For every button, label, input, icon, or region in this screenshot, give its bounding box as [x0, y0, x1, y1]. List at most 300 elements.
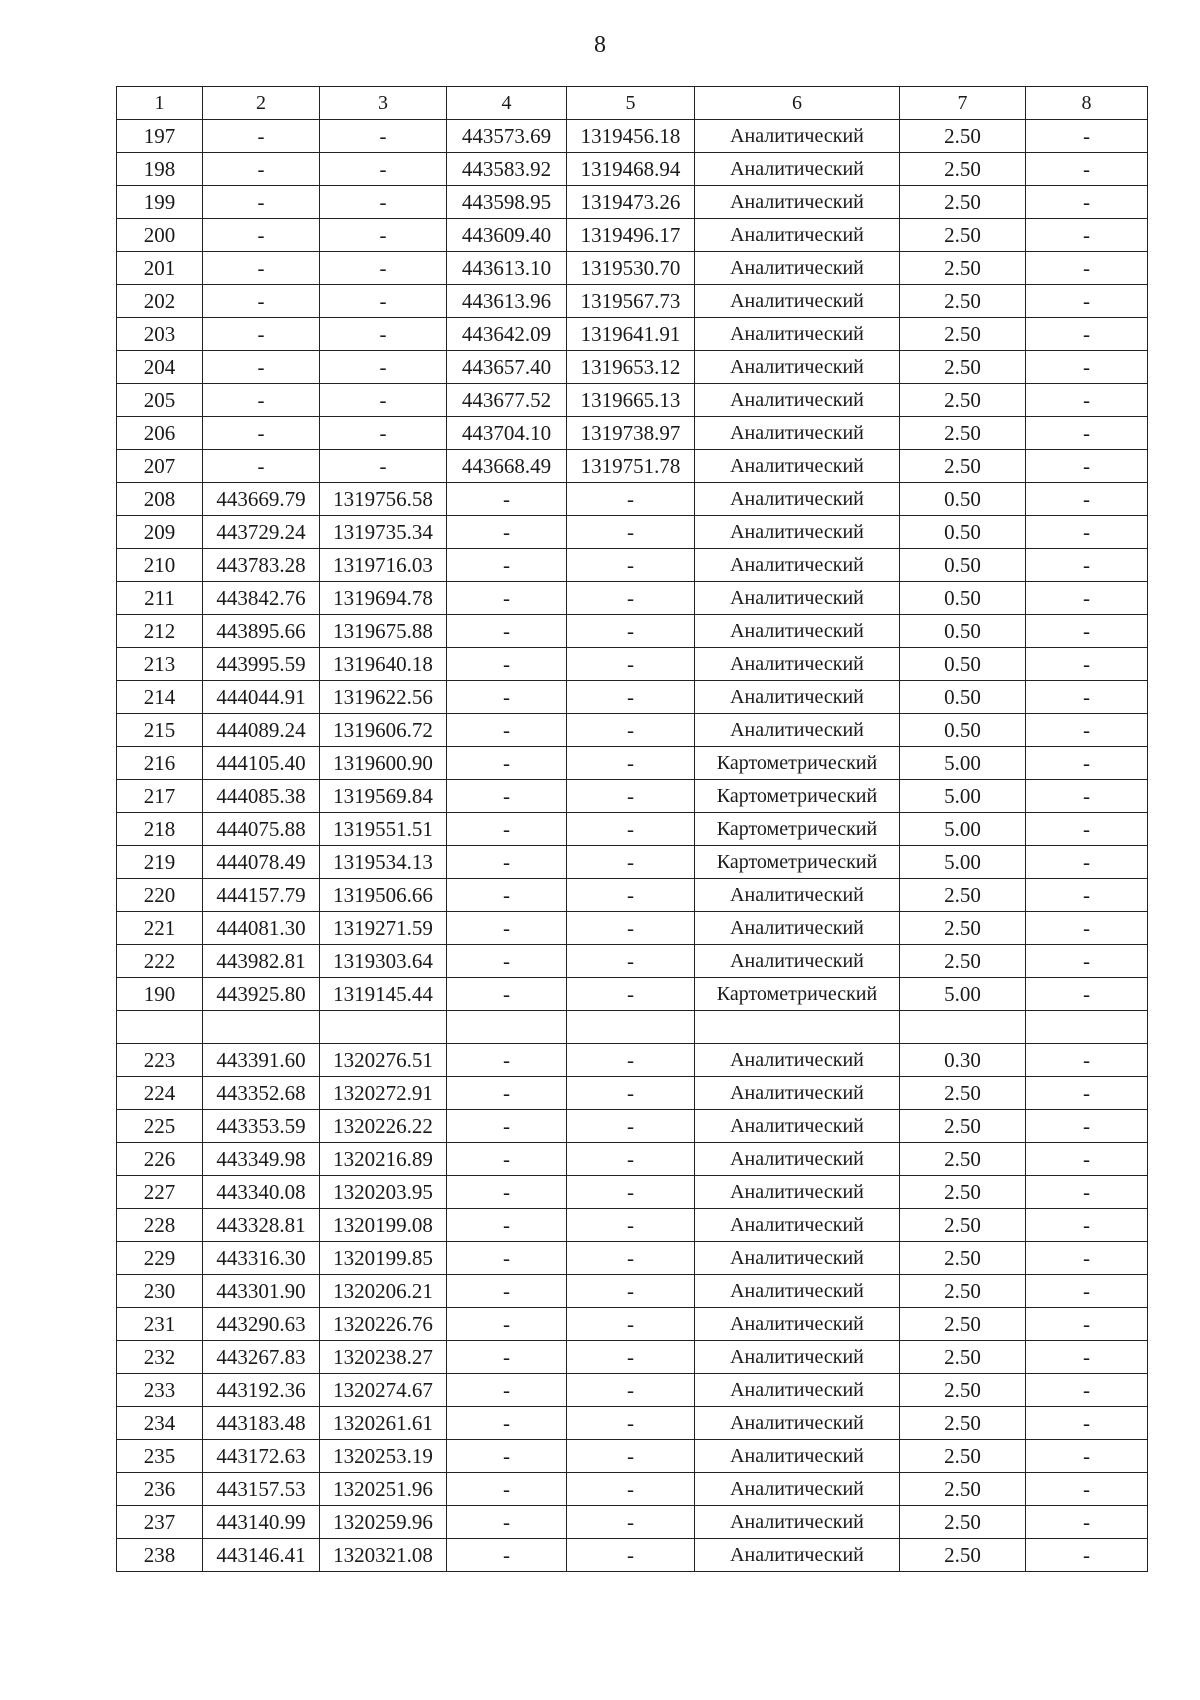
y-alt-coordinate-cell: - [567, 747, 695, 780]
y-alt-coordinate-cell: - [567, 945, 695, 978]
x-coordinate-cell: - [203, 120, 320, 153]
x-coordinate-cell: 443157.53 [203, 1473, 320, 1506]
note-cell: - [1026, 1242, 1148, 1275]
method-cell: Аналитический [695, 252, 900, 285]
y-alt-coordinate-cell: - [567, 582, 695, 615]
note-cell: - [1026, 1275, 1148, 1308]
point-number-cell: 226 [117, 1143, 203, 1176]
y-coordinate-cell: - [320, 417, 447, 450]
method-cell: Аналитический [695, 450, 900, 483]
x-alt-coordinate-cell: - [447, 879, 567, 912]
method-cell: Аналитический [695, 1176, 900, 1209]
x-coordinate-cell: - [203, 186, 320, 219]
y-alt-coordinate-cell: - [567, 879, 695, 912]
y-alt-coordinate-cell: - [567, 681, 695, 714]
note-cell: - [1026, 945, 1148, 978]
x-coordinate-cell: - [203, 351, 320, 384]
x-alt-coordinate-cell: - [447, 1275, 567, 1308]
x-alt-coordinate-cell: - [447, 516, 567, 549]
x-alt-coordinate-cell: - [447, 1176, 567, 1209]
y-coordinate-cell: 1319675.88 [320, 615, 447, 648]
y-alt-coordinate-cell: 1319456.18 [567, 120, 695, 153]
point-number-cell: 200 [117, 219, 203, 252]
x-alt-coordinate-cell: - [447, 1077, 567, 1110]
note-cell: - [1026, 1143, 1148, 1176]
point-number-cell: 204 [117, 351, 203, 384]
method-cell: Аналитический [695, 1143, 900, 1176]
y-alt-coordinate-cell: - [567, 1242, 695, 1275]
x-alt-coordinate-cell [447, 1011, 567, 1044]
point-number-cell [117, 1011, 203, 1044]
note-cell: - [1026, 1110, 1148, 1143]
x-coordinate-cell: 443669.79 [203, 483, 320, 516]
table-row [117, 1473, 1148, 1506]
y-coordinate-cell: - [320, 351, 447, 384]
precision-cell: 0.30 [900, 1044, 1026, 1077]
table-row [117, 450, 1148, 483]
method-cell: Картометрический [695, 780, 900, 813]
note-cell: - [1026, 1176, 1148, 1209]
y-alt-coordinate-cell: 1319738.97 [567, 417, 695, 450]
point-number-cell: 199 [117, 186, 203, 219]
precision-cell: 2.50 [900, 1341, 1026, 1374]
table-row [117, 285, 1148, 318]
x-coordinate-cell [203, 1011, 320, 1044]
point-number-cell: 217 [117, 780, 203, 813]
point-number-cell: 209 [117, 516, 203, 549]
precision-cell: 2.50 [900, 1308, 1026, 1341]
point-number-cell: 220 [117, 879, 203, 912]
method-cell: Аналитический [695, 1077, 900, 1110]
y-coordinate-cell: 1320238.27 [320, 1341, 447, 1374]
point-number-cell: 233 [117, 1374, 203, 1407]
note-cell: - [1026, 1077, 1148, 1110]
method-cell: Аналитический [695, 1473, 900, 1506]
x-coordinate-cell: - [203, 252, 320, 285]
x-coordinate-cell: - [203, 285, 320, 318]
point-number-cell: 236 [117, 1473, 203, 1506]
x-alt-coordinate-cell: 443677.52 [447, 384, 567, 417]
y-coordinate-cell: 1319569.84 [320, 780, 447, 813]
note-cell: - [1026, 615, 1148, 648]
y-coordinate-cell: - [320, 186, 447, 219]
method-cell: Аналитический [695, 1044, 900, 1077]
point-number-cell: 224 [117, 1077, 203, 1110]
x-alt-coordinate-cell: 443573.69 [447, 120, 567, 153]
x-coordinate-cell: 444157.79 [203, 879, 320, 912]
x-coordinate-cell: 443316.30 [203, 1242, 320, 1275]
note-cell: - [1026, 384, 1148, 417]
note-cell: - [1026, 120, 1148, 153]
point-number-cell: 230 [117, 1275, 203, 1308]
y-coordinate-cell: 1320274.67 [320, 1374, 447, 1407]
method-cell: Аналитический [695, 318, 900, 351]
precision-cell: 5.00 [900, 978, 1026, 1011]
x-coordinate-cell: 443192.36 [203, 1374, 320, 1407]
y-coordinate-cell: 1320226.22 [320, 1110, 447, 1143]
x-coordinate-cell: 444044.91 [203, 681, 320, 714]
note-cell: - [1026, 285, 1148, 318]
method-cell [695, 1011, 900, 1044]
table-row [117, 879, 1148, 912]
header-cell: 3 [320, 87, 447, 120]
precision-cell: 2.50 [900, 318, 1026, 351]
point-number-cell: 207 [117, 450, 203, 483]
y-coordinate-cell: 1320261.61 [320, 1407, 447, 1440]
method-cell: Аналитический [695, 681, 900, 714]
x-alt-coordinate-cell: - [447, 1308, 567, 1341]
x-alt-coordinate-cell: - [447, 1242, 567, 1275]
header-cell: 1 [117, 87, 203, 120]
table-row [117, 1077, 1148, 1110]
precision-cell: 2.50 [900, 120, 1026, 153]
x-alt-coordinate-cell: - [447, 1374, 567, 1407]
table-body [117, 120, 1148, 1572]
table-row [117, 516, 1148, 549]
table-row [117, 648, 1148, 681]
y-coordinate-cell: 1320199.85 [320, 1242, 447, 1275]
note-cell [1026, 1011, 1148, 1044]
y-coordinate-cell: 1319735.34 [320, 516, 447, 549]
precision-cell: 0.50 [900, 516, 1026, 549]
precision-cell: 2.50 [900, 417, 1026, 450]
x-alt-coordinate-cell: 443583.92 [447, 153, 567, 186]
point-number-cell: 225 [117, 1110, 203, 1143]
y-alt-coordinate-cell: 1319567.73 [567, 285, 695, 318]
y-alt-coordinate-cell: 1319751.78 [567, 450, 695, 483]
point-number-cell: 218 [117, 813, 203, 846]
note-cell: - [1026, 1209, 1148, 1242]
x-alt-coordinate-cell: - [447, 747, 567, 780]
table-row [117, 1407, 1148, 1440]
x-coordinate-cell: 444081.30 [203, 912, 320, 945]
y-coordinate-cell: 1319303.64 [320, 945, 447, 978]
y-coordinate-cell: 1320321.08 [320, 1539, 447, 1572]
table-row [117, 186, 1148, 219]
precision-cell: 2.50 [900, 1374, 1026, 1407]
y-alt-coordinate-cell: 1319468.94 [567, 153, 695, 186]
x-coordinate-cell: 443925.80 [203, 978, 320, 1011]
precision-cell: 0.50 [900, 714, 1026, 747]
precision-cell: 2.50 [900, 285, 1026, 318]
y-alt-coordinate-cell: - [567, 1539, 695, 1572]
method-cell: Аналитический [695, 219, 900, 252]
x-alt-coordinate-cell: 443613.96 [447, 285, 567, 318]
point-number-cell: 208 [117, 483, 203, 516]
point-number-cell: 197 [117, 120, 203, 153]
y-coordinate-cell: 1319622.56 [320, 681, 447, 714]
precision-cell: 2.50 [900, 1143, 1026, 1176]
coordinates-table [116, 86, 1148, 1572]
x-alt-coordinate-cell: - [447, 978, 567, 1011]
y-coordinate-cell: 1319600.90 [320, 747, 447, 780]
table-row [117, 219, 1148, 252]
note-cell: - [1026, 681, 1148, 714]
y-coordinate-cell: - [320, 252, 447, 285]
y-alt-coordinate-cell: 1319473.26 [567, 186, 695, 219]
x-coordinate-cell: 444078.49 [203, 846, 320, 879]
table-row [117, 813, 1148, 846]
method-cell: Аналитический [695, 417, 900, 450]
header-cell: 7 [900, 87, 1026, 120]
precision-cell: 2.50 [900, 450, 1026, 483]
point-number-cell: 198 [117, 153, 203, 186]
table-row [117, 615, 1148, 648]
x-alt-coordinate-cell: 443609.40 [447, 219, 567, 252]
note-cell: - [1026, 450, 1148, 483]
precision-cell: 2.50 [900, 912, 1026, 945]
table-row [117, 945, 1148, 978]
x-alt-coordinate-cell: - [447, 1407, 567, 1440]
point-number-cell: 219 [117, 846, 203, 879]
x-alt-coordinate-cell: - [447, 780, 567, 813]
y-alt-coordinate-cell: - [567, 648, 695, 681]
x-alt-coordinate-cell: - [447, 483, 567, 516]
x-alt-coordinate-cell: - [447, 615, 567, 648]
point-number-cell: 231 [117, 1308, 203, 1341]
table-row [117, 681, 1148, 714]
note-cell: - [1026, 252, 1148, 285]
precision-cell: 2.50 [900, 1209, 1026, 1242]
x-alt-coordinate-cell: - [447, 1473, 567, 1506]
method-cell: Аналитический [695, 351, 900, 384]
precision-cell: 2.50 [900, 1110, 1026, 1143]
method-cell: Аналитический [695, 1209, 900, 1242]
y-alt-coordinate-cell: 1319530.70 [567, 252, 695, 285]
precision-cell: 5.00 [900, 813, 1026, 846]
method-cell: Аналитический [695, 1242, 900, 1275]
table-row [117, 483, 1148, 516]
point-number-cell: 223 [117, 1044, 203, 1077]
y-alt-coordinate-cell: - [567, 1209, 695, 1242]
note-cell: - [1026, 219, 1148, 252]
x-alt-coordinate-cell: - [447, 1110, 567, 1143]
method-cell: Аналитический [695, 879, 900, 912]
method-cell: Аналитический [695, 549, 900, 582]
note-cell: - [1026, 912, 1148, 945]
precision-cell: 0.50 [900, 648, 1026, 681]
table-row [117, 1539, 1148, 1572]
table-row [117, 1011, 1148, 1044]
table-row [117, 153, 1148, 186]
y-coordinate-cell: 1320226.76 [320, 1308, 447, 1341]
point-number-cell: 212 [117, 615, 203, 648]
y-alt-coordinate-cell: - [567, 615, 695, 648]
x-alt-coordinate-cell: - [447, 1143, 567, 1176]
y-alt-coordinate-cell: - [567, 1308, 695, 1341]
point-number-cell: 211 [117, 582, 203, 615]
x-alt-coordinate-cell: - [447, 1539, 567, 1572]
precision-cell: 2.50 [900, 1242, 1026, 1275]
precision-cell: 5.00 [900, 747, 1026, 780]
precision-cell: 2.50 [900, 1506, 1026, 1539]
method-cell: Картометрический [695, 747, 900, 780]
note-cell: - [1026, 318, 1148, 351]
y-coordinate-cell: 1320206.21 [320, 1275, 447, 1308]
precision-cell: 2.50 [900, 153, 1026, 186]
precision-cell: 2.50 [900, 1077, 1026, 1110]
method-cell: Аналитический [695, 1539, 900, 1572]
note-cell: - [1026, 186, 1148, 219]
table-row [117, 120, 1148, 153]
note-cell: - [1026, 846, 1148, 879]
y-alt-coordinate-cell: - [567, 846, 695, 879]
table-row [117, 582, 1148, 615]
precision-cell: 2.50 [900, 1539, 1026, 1572]
precision-cell: 2.50 [900, 186, 1026, 219]
note-cell: - [1026, 648, 1148, 681]
y-coordinate-cell: 1319694.78 [320, 582, 447, 615]
table-row [117, 1044, 1148, 1077]
point-number-cell: 203 [117, 318, 203, 351]
x-alt-coordinate-cell: - [447, 549, 567, 582]
x-coordinate-cell: 443146.41 [203, 1539, 320, 1572]
y-coordinate-cell [320, 1011, 447, 1044]
precision-cell: 2.50 [900, 252, 1026, 285]
y-alt-coordinate-cell: - [567, 1440, 695, 1473]
note-cell: - [1026, 1341, 1148, 1374]
method-cell: Аналитический [695, 582, 900, 615]
x-alt-coordinate-cell: - [447, 1209, 567, 1242]
y-coordinate-cell: 1320253.19 [320, 1440, 447, 1473]
x-coordinate-cell: - [203, 417, 320, 450]
x-alt-coordinate-cell: - [447, 846, 567, 879]
x-coordinate-cell: 444085.38 [203, 780, 320, 813]
y-alt-coordinate-cell: 1319665.13 [567, 384, 695, 417]
x-alt-coordinate-cell: - [447, 681, 567, 714]
header-cell: 6 [695, 87, 900, 120]
x-coordinate-cell: 443290.63 [203, 1308, 320, 1341]
note-cell: - [1026, 1473, 1148, 1506]
y-coordinate-cell: 1319606.72 [320, 714, 447, 747]
y-alt-coordinate-cell: - [567, 1506, 695, 1539]
point-number-cell: 214 [117, 681, 203, 714]
point-number-cell: 205 [117, 384, 203, 417]
note-cell: - [1026, 714, 1148, 747]
x-coordinate-cell: - [203, 450, 320, 483]
x-alt-coordinate-cell: 443613.10 [447, 252, 567, 285]
x-coordinate-cell: 444075.88 [203, 813, 320, 846]
note-cell: - [1026, 549, 1148, 582]
y-alt-coordinate-cell: 1319496.17 [567, 219, 695, 252]
x-alt-coordinate-cell: - [447, 1044, 567, 1077]
method-cell: Картометрический [695, 813, 900, 846]
precision-cell: 0.50 [900, 483, 1026, 516]
x-coordinate-cell: - [203, 219, 320, 252]
note-cell: - [1026, 483, 1148, 516]
point-number-cell: 190 [117, 978, 203, 1011]
x-coordinate-cell: 443783.28 [203, 549, 320, 582]
table-row [117, 1209, 1148, 1242]
method-cell: Аналитический [695, 1374, 900, 1407]
y-alt-coordinate-cell: - [567, 780, 695, 813]
y-coordinate-cell: - [320, 120, 447, 153]
y-coordinate-cell: 1319271.59 [320, 912, 447, 945]
y-alt-coordinate-cell: - [567, 483, 695, 516]
precision-cell: 2.50 [900, 351, 1026, 384]
method-cell: Картометрический [695, 978, 900, 1011]
precision-cell: 2.50 [900, 1275, 1026, 1308]
point-number-cell: 216 [117, 747, 203, 780]
precision-cell: 2.50 [900, 1440, 1026, 1473]
note-cell: - [1026, 516, 1148, 549]
point-number-cell: 228 [117, 1209, 203, 1242]
method-cell: Аналитический [695, 648, 900, 681]
y-coordinate-cell: 1320276.51 [320, 1044, 447, 1077]
y-alt-coordinate-cell: - [567, 978, 695, 1011]
precision-cell: 0.50 [900, 582, 1026, 615]
x-coordinate-cell: 443349.98 [203, 1143, 320, 1176]
x-alt-coordinate-cell: - [447, 813, 567, 846]
y-coordinate-cell: 1319534.13 [320, 846, 447, 879]
method-cell: Аналитический [695, 912, 900, 945]
x-coordinate-cell: 443340.08 [203, 1176, 320, 1209]
method-cell: Аналитический [695, 1341, 900, 1374]
x-coordinate-cell: 443172.63 [203, 1440, 320, 1473]
x-coordinate-cell: - [203, 153, 320, 186]
method-cell: Аналитический [695, 1275, 900, 1308]
y-coordinate-cell: 1320259.96 [320, 1506, 447, 1539]
y-coordinate-cell: 1320251.96 [320, 1473, 447, 1506]
table-row [117, 318, 1148, 351]
method-cell: Аналитический [695, 615, 900, 648]
table-row [117, 1341, 1148, 1374]
y-alt-coordinate-cell: 1319653.12 [567, 351, 695, 384]
point-number-cell: 232 [117, 1341, 203, 1374]
table-row [117, 747, 1148, 780]
point-number-cell: 202 [117, 285, 203, 318]
y-alt-coordinate-cell: - [567, 813, 695, 846]
x-alt-coordinate-cell: 443598.95 [447, 186, 567, 219]
table-row [117, 1143, 1148, 1176]
header-cell: 5 [567, 87, 695, 120]
method-cell: Аналитический [695, 120, 900, 153]
note-cell: - [1026, 879, 1148, 912]
table-row [117, 384, 1148, 417]
y-coordinate-cell: 1320216.89 [320, 1143, 447, 1176]
table-row [117, 549, 1148, 582]
precision-cell: 2.50 [900, 384, 1026, 417]
note-cell: - [1026, 1044, 1148, 1077]
precision-cell: 0.50 [900, 615, 1026, 648]
y-coordinate-cell: - [320, 153, 447, 186]
method-cell: Аналитический [695, 483, 900, 516]
note-cell: - [1026, 1407, 1148, 1440]
y-coordinate-cell: 1319756.58 [320, 483, 447, 516]
y-coordinate-cell: 1319506.66 [320, 879, 447, 912]
y-coordinate-cell: 1320203.95 [320, 1176, 447, 1209]
note-cell: - [1026, 780, 1148, 813]
method-cell: Аналитический [695, 1506, 900, 1539]
table-row [117, 1374, 1148, 1407]
table-row [117, 1176, 1148, 1209]
header-cell: 4 [447, 87, 567, 120]
y-coordinate-cell: 1319551.51 [320, 813, 447, 846]
y-alt-coordinate-cell: - [567, 912, 695, 945]
table-row [117, 846, 1148, 879]
note-cell: - [1026, 1539, 1148, 1572]
y-coordinate-cell: 1319716.03 [320, 549, 447, 582]
x-coordinate-cell: 443140.99 [203, 1506, 320, 1539]
header-cell: 8 [1026, 87, 1148, 120]
y-coordinate-cell: - [320, 318, 447, 351]
table-row [117, 1242, 1148, 1275]
point-number-cell: 234 [117, 1407, 203, 1440]
point-number-cell: 215 [117, 714, 203, 747]
y-coordinate-cell: - [320, 285, 447, 318]
y-alt-coordinate-cell: - [567, 1473, 695, 1506]
method-cell: Аналитический [695, 1407, 900, 1440]
